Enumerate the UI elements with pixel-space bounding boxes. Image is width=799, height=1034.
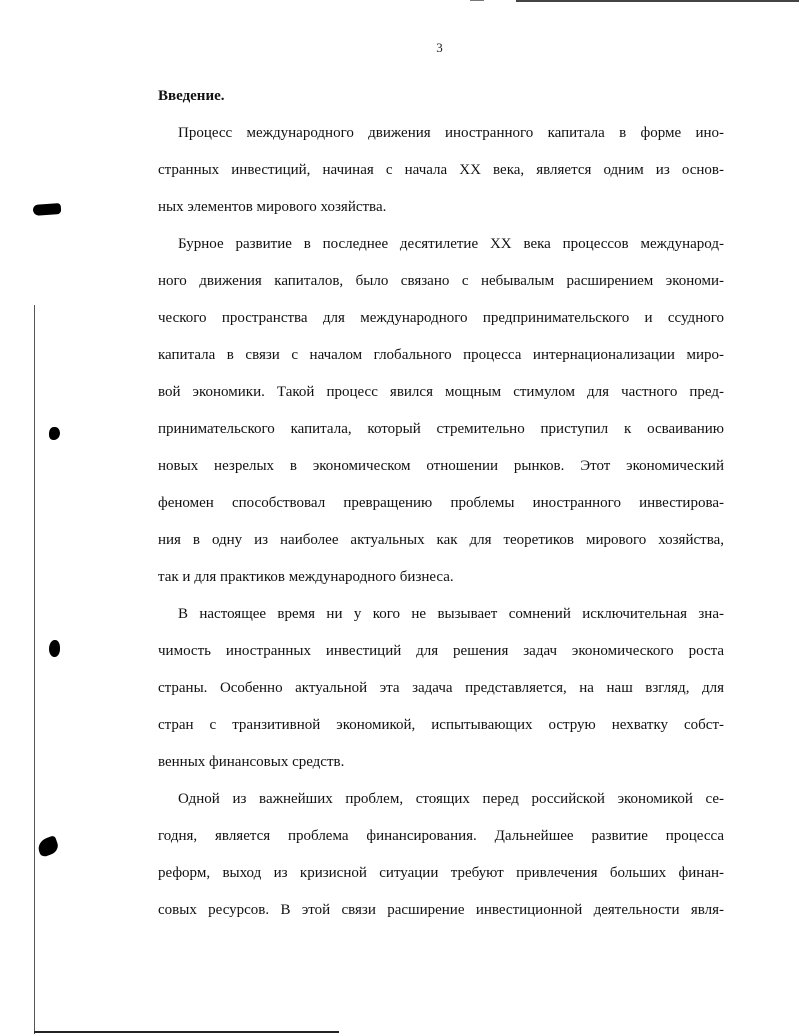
text-line: венных финансовых средств. bbox=[158, 754, 345, 770]
binding-hole-mark bbox=[49, 427, 60, 440]
text-line: реформ, выход из кризисной ситуации требуют привлечения больших финан- bbox=[158, 865, 724, 881]
text-line: годня, является проблема финансирования. Дальнейшее развитие процесса bbox=[158, 828, 724, 844]
text-line: В настоящее время ни у кого не вызывает сомнений исключительная зна- bbox=[178, 606, 724, 622]
scan-edge-line bbox=[34, 1031, 339, 1033]
binding-hole-mark bbox=[33, 203, 62, 216]
text-line: новых незрелых в экономическом отношении рынков. Этот экономический bbox=[158, 458, 724, 474]
scan-mark bbox=[470, 0, 484, 1]
text-line: стран с транзитивной экономикой, испытывающих острую нехватку собст- bbox=[158, 717, 724, 733]
text-line: капитала в связи с началом глобального процесса интернационализации миро- bbox=[158, 347, 724, 363]
text-line: феномен способствовал превращению проблемы иностранного инвестирова- bbox=[158, 495, 724, 511]
text-line: совых ресурсов. В этой связи расширение инвестиционной деятельности явля- bbox=[158, 902, 724, 918]
text-line: Бурное развитие в последнее десятилетие XX века процессов международ- bbox=[178, 236, 724, 252]
text-line: страны. Особенно актуальной эта задача представляется, на наш взгляд, для bbox=[158, 680, 724, 696]
section-heading: Введение. bbox=[158, 88, 225, 104]
text-line: так и для практиков международного бизнеса. bbox=[158, 569, 454, 585]
text-line: ния в одну из наиболее актуальных как для теоретиков мирового хозяйства, bbox=[158, 532, 724, 548]
text-line: чимость иностранных инвестиций для решения задач экономического роста bbox=[158, 643, 724, 659]
text-line: странных инвестиций, начиная с начала XX века, является одним из основ- bbox=[158, 162, 724, 178]
text-line: ного движения капиталов, было связано с небывалым расширением экономи- bbox=[158, 273, 724, 289]
text-line: Процесс международного движения иностранного капитала в форме ино- bbox=[178, 125, 724, 141]
text-line: Одной из важнейших проблем, стоящих перед российской экономикой се- bbox=[178, 791, 724, 807]
text-line: ных элементов мирового хозяйства. bbox=[158, 199, 387, 215]
page-number: 3 bbox=[436, 40, 443, 55]
text-line: принимательского капитала, который стремительно приступил к осваиванию bbox=[158, 421, 724, 437]
scan-edge-line bbox=[516, 0, 799, 2]
scan-edge-line bbox=[34, 305, 35, 1034]
text-line: ческого пространства для международного предпринимательского и ссудного bbox=[158, 310, 724, 326]
binding-hole-mark bbox=[49, 640, 60, 657]
binding-hole-mark bbox=[36, 835, 61, 858]
text-line: вой экономики. Такой процесс явился мощным стимулом для частного пред- bbox=[158, 384, 724, 400]
